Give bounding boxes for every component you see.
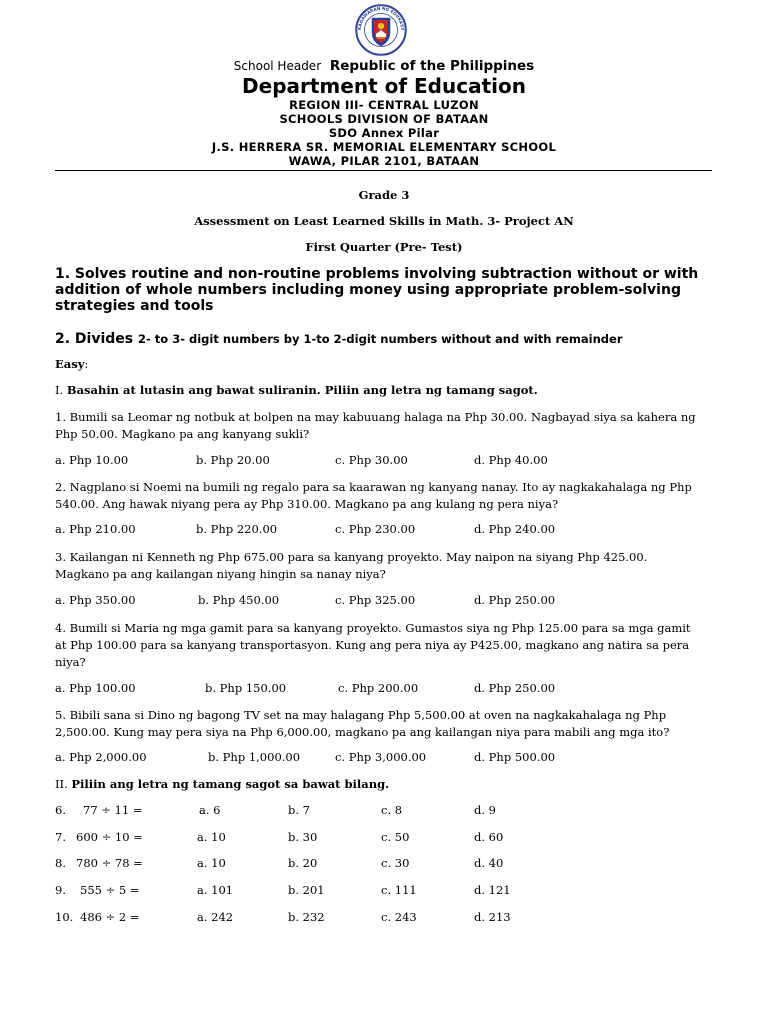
question-line: niya?: [55, 655, 86, 669]
q1-option-b: b. Php 20.00: [196, 453, 270, 467]
school-header-label: School Header: [233, 59, 322, 73]
item-option-d: d. 9: [474, 803, 496, 817]
competency-2-text: 2- to 3- digit numbers by 1-to 2-digit numbers without and with remainder: [138, 332, 623, 346]
item-option-c: c. 30: [381, 856, 410, 870]
competency-2-prefix: 2. Divides: [55, 331, 139, 347]
assessment-title: Assessment on Least Learned Skills in Math. 3- Project AN: [194, 214, 574, 228]
grade-title: Grade 3: [358, 188, 410, 202]
q2-option-c: c. Php 230.00: [335, 522, 416, 536]
part1-instruction-line: [55, 382, 717, 399]
item-option-c: c. 8: [381, 803, 403, 817]
q4-option-c: c. Php 200.00: [338, 681, 419, 695]
question-line: 1. Bumili sa Leomar ng notbuk at bolpen na may kabuuang halaga na Php 30.00. Nagbayad siya sa kahera ng: [55, 410, 696, 424]
item-number: 6.: [55, 803, 66, 817]
item-option-b: b. 20: [288, 856, 318, 870]
division-line: SCHOOLS DIVISION OF BATAAN: [279, 112, 489, 126]
q1-option-a: a. Php 10.00: [55, 453, 129, 467]
q4-option-d: d. Php 250.00: [474, 681, 556, 695]
question-line: 2,500.00. Kung may pera siya na Php 6,000.00, magkano pa ang kailangan niya para mabili ang mga ito?: [55, 725, 670, 739]
question-line: 3. Kailangan ni Kenneth ng Php 675.00 para sa kanyang proyekto. May naipon na siyang Php 425.00.: [55, 550, 648, 564]
q5-option-c: c. Php 3,000.00: [335, 750, 427, 764]
item-expression: 600 ÷ 10 =: [76, 830, 143, 844]
item-number: 9.: [55, 883, 66, 897]
q1-option-d: d. Php 40.00: [474, 453, 548, 467]
header-divider: [55, 170, 712, 171]
republic-line: [0, 58, 768, 74]
q3-option-b: b. Php 450.00: [198, 593, 280, 607]
republic-heading: Republic of the Philippines: [329, 58, 535, 74]
question-line: 540.00. Ang hawak niyang pera ay Php 310.00. Magkano pa ang kulang ng pera niya?: [55, 497, 559, 511]
q5-option-b: b. Php 1,000.00: [208, 750, 301, 764]
item-option-d: d. 60: [474, 830, 504, 844]
q5-option-a: a. Php 2,000.00: [55, 750, 147, 764]
item-option-a: a. 10: [197, 830, 226, 844]
question-4: [55, 620, 717, 671]
item-expression: 77 ÷ 11 =: [83, 803, 143, 817]
question-1: [55, 409, 717, 443]
item-option-b: b. 7: [288, 803, 310, 817]
part1-roman: I.: [55, 383, 67, 397]
q3-option-d: d. Php 250.00: [474, 593, 556, 607]
item-option-b: b. 201: [288, 883, 325, 897]
item-expression: 555 ÷ 5 =: [80, 883, 140, 897]
q4-option-b: b. Php 150.00: [205, 681, 287, 695]
q4-option-a: a. Php 100.00: [55, 681, 136, 695]
q2-option-a: a. Php 210.00: [55, 522, 136, 536]
easy-colon: :: [84, 357, 89, 371]
region-line: REGION III- CENTRAL LUZON: [289, 98, 479, 112]
part1-instruction: Basahin at lutasin ang bawat suliranin. Piliin ang letra ng tamang sagot.: [66, 383, 538, 397]
item-option-a: a. 6: [199, 803, 221, 817]
question-line: Magkano pa ang kailangan niyang hingin sa nanay niya?: [55, 567, 386, 581]
question-line: 5. Bibili sana si Dino ng bagong TV set na may halagang Php 5,500.00 at oven na nagkakahalaga ng Php: [55, 708, 667, 722]
part2-instruction: Piliin ang letra ng tamang sagot sa bawat bilang.: [71, 777, 390, 791]
item-number: 7.: [55, 830, 66, 844]
q3-option-a: a. Php 350.00: [55, 593, 136, 607]
question-line: 2. Nagplano si Noemi na bumili ng regalo para sa kaarawan ng kanyang nanay. Ito ay nagkakahalaga ng Php: [55, 480, 692, 494]
item-option-b: b. 232: [288, 910, 325, 924]
competency-2: [55, 328, 735, 347]
item-option-a: a. 101: [197, 883, 234, 897]
easy-label: Easy: [55, 357, 85, 371]
item-option-a: a. 242: [197, 910, 234, 924]
address-line: WAWA, PILAR 2101, BATAAN: [288, 154, 480, 168]
question-line: Php 50.00. Magkano pa ang kanyang sukli?: [55, 427, 310, 441]
question-2: [55, 479, 717, 513]
quarter-title: First Quarter (Pre- Test): [305, 240, 463, 254]
item-option-d: d. 121: [474, 883, 511, 897]
item-option-c: c. 50: [381, 830, 410, 844]
item-expression: 486 ÷ 2 =: [80, 910, 140, 924]
item-number: 10.: [55, 910, 74, 924]
q1-option-c: c. Php 30.00: [335, 453, 408, 467]
item-option-d: d. 40: [474, 856, 504, 870]
item-option-d: d. 213: [474, 910, 511, 924]
item-number: 8.: [55, 856, 66, 870]
item-expression: 780 ÷ 78 =: [76, 856, 143, 870]
item-option-a: a. 10: [197, 856, 226, 870]
question-line: 4. Bumili si Maria ng mga gamit para sa kanyang proyekto. Gumastos siya ng Php 125.00 para sa mga gamit: [55, 621, 691, 635]
deped-seal-logo: [355, 4, 407, 56]
part2-instruction-line: [55, 776, 717, 793]
question-line: at Php 100.00 para sa kanyang transportasyon. Kung ang pera niya ay P425.00, magkano ang natira sa pera: [55, 638, 690, 652]
question-5: [55, 707, 717, 741]
q2-option-d: d. Php 240.00: [474, 522, 556, 536]
department-heading: Department of Education: [242, 74, 526, 98]
q2-option-b: b. Php 220.00: [196, 522, 278, 536]
item-option-c: c. 243: [381, 910, 417, 924]
svg-text:KAGAWARAN NG EDUKASYON: KAGAWARAN NG EDUKASY: [356, 5, 406, 31]
question-3: [55, 549, 717, 583]
q5-option-d: d. Php 500.00: [474, 750, 556, 764]
item-option-b: b. 30: [288, 830, 318, 844]
part2-roman: II.: [55, 777, 72, 791]
item-option-c: c. 111: [381, 883, 417, 897]
q3-option-c: c. Php 325.00: [335, 593, 416, 607]
competency-1: 1. Solves routine and non-routine problems involving subtraction without or with addition of whole numbers including money using appropriate problem-solving strategies and tools: [55, 266, 699, 314]
easy-label-line: [55, 356, 717, 373]
school-line: J.S. HERRERA SR. MEMORIAL ELEMENTARY SCHOOL: [211, 140, 557, 154]
annex-line: SDO Annex Pilar: [328, 126, 440, 140]
